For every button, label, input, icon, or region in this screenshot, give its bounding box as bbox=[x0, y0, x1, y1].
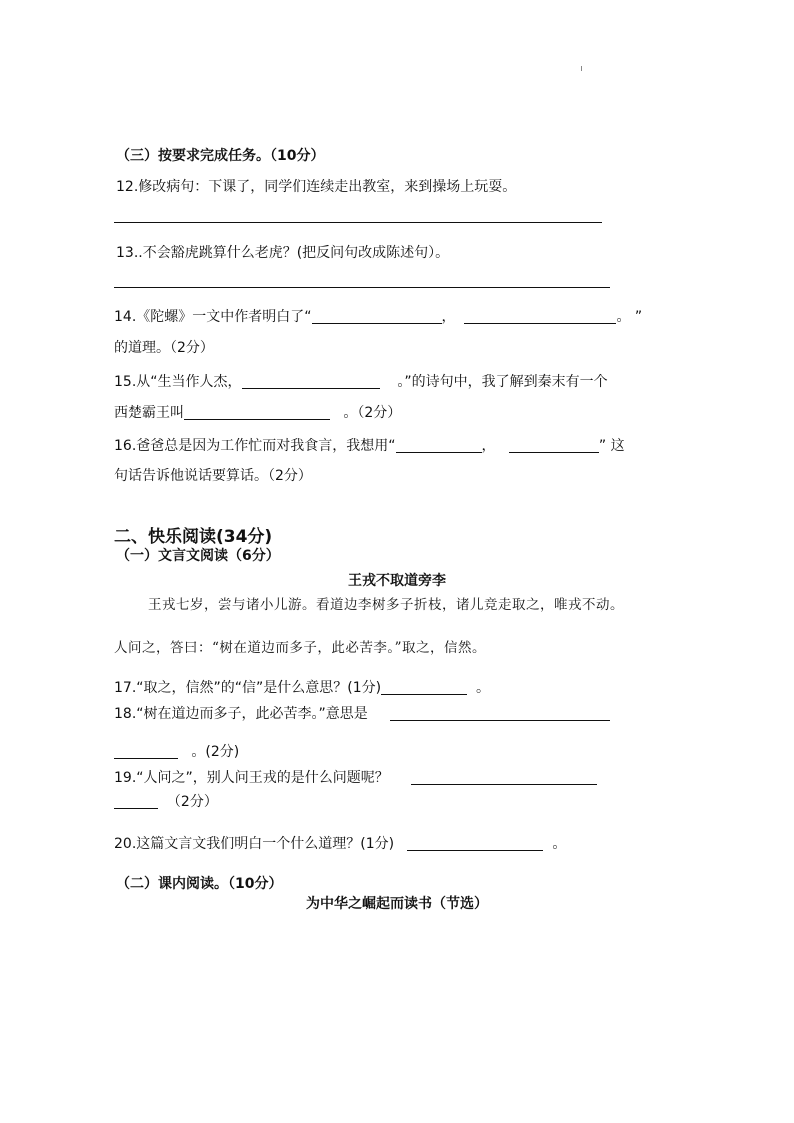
passage-line-1: 王戎七岁，尝与诸小儿游。看道边李树多子折枝，诸儿竞走取之，唯戎不动。 bbox=[148, 597, 624, 613]
q18-blank-2[interactable] bbox=[114, 744, 178, 759]
passage-line-2: 人问之，答曰：“树在道边而多子，此必苦李。”取之，信然。 bbox=[114, 640, 487, 656]
q19-line2-end: （2分） bbox=[166, 794, 218, 810]
q16-end: ” 这 bbox=[598, 438, 625, 454]
part2-sub2-heading: （二）课内阅读。（10分） bbox=[116, 876, 283, 892]
q20-blank[interactable] bbox=[407, 836, 543, 851]
q15-mid: 。”的诗句中，我了解到秦末有一个 bbox=[397, 374, 608, 390]
q17-text: 17.“取之，信然”的“信”是什么意思？(1分) bbox=[114, 680, 382, 696]
q20-line bbox=[114, 833, 566, 853]
q16-line1 bbox=[114, 435, 625, 455]
q12-answer-line[interactable] bbox=[114, 222, 602, 223]
q16-line2: 句话告诉他说话要算话。（2分） bbox=[114, 468, 312, 484]
q19-text: 19.“人问之”，别人问王戎的是什么问题呢？ bbox=[114, 770, 389, 786]
section3-heading: （三）按要求完成任务。（10分） bbox=[116, 148, 325, 164]
q15-blank-1[interactable] bbox=[242, 374, 380, 389]
q17-line bbox=[114, 677, 490, 697]
q18-blank-1[interactable] bbox=[390, 706, 610, 721]
q15-line2 bbox=[114, 402, 401, 422]
q17-blank[interactable] bbox=[381, 680, 467, 695]
q13-answer-line[interactable] bbox=[114, 287, 610, 288]
q18-line bbox=[114, 703, 610, 723]
part2-heading: 二、快乐阅读(34分) bbox=[114, 527, 273, 547]
q15-line1 bbox=[114, 371, 608, 391]
q15-blank-2[interactable] bbox=[184, 405, 330, 420]
q14-prefix: 14.《陀螺》一文中作者明白了“ bbox=[114, 309, 312, 325]
q19-blank-2[interactable] bbox=[114, 794, 158, 809]
q18-line2-end: 。(2分) bbox=[191, 744, 240, 760]
q19-line2 bbox=[114, 791, 218, 811]
scan-mark bbox=[581, 66, 582, 71]
q14-blank-1[interactable] bbox=[312, 309, 442, 324]
q16-comma: ， bbox=[481, 438, 496, 454]
q18-text: 18.“树在道边而多子，此必苦李。”意思是 bbox=[114, 706, 368, 722]
q17-end: 。 bbox=[476, 680, 491, 696]
q20-text: 20.这篇文言文我们明白一个什么道理？(1分) bbox=[114, 836, 395, 852]
q14-line2: 的道理。（2分） bbox=[114, 340, 214, 356]
passage2-title: 为中华之崛起而读书（节选） bbox=[306, 896, 488, 912]
q19-blank-1[interactable] bbox=[411, 770, 597, 785]
passage-title: 王戎不取道旁李 bbox=[348, 573, 446, 589]
q14-line1 bbox=[114, 306, 642, 326]
q16-blank-1[interactable] bbox=[396, 438, 482, 453]
q18-line2 bbox=[114, 741, 239, 761]
q16-prefix: 16.爸爸总是因为工作忙而对我食言，我想用“ bbox=[114, 438, 396, 454]
part2-sub1-heading: （一）文言文阅读（6分） bbox=[116, 548, 280, 564]
q13-text: 13..不会豁虎跳算什么老虎？(把反问句改成陈述句）。 bbox=[116, 245, 450, 261]
q15-prefix: 15.从“生当作人杰， bbox=[114, 374, 242, 390]
q12-text: 12.修改病句：下课了，同学们连续走出教室，来到操场上玩耍。 bbox=[116, 179, 517, 195]
q15-line2-end: 。（2分） bbox=[343, 405, 402, 421]
q19-line bbox=[114, 767, 597, 787]
q16-blank-2[interactable] bbox=[509, 438, 599, 453]
q20-end: 。 bbox=[552, 836, 567, 852]
q14-blank-2[interactable] bbox=[464, 309, 616, 324]
q14-end: 。 ” bbox=[616, 309, 643, 325]
q14-comma: ， bbox=[441, 309, 456, 325]
q15-line2-prefix: 西楚霸王叫 bbox=[114, 405, 184, 421]
